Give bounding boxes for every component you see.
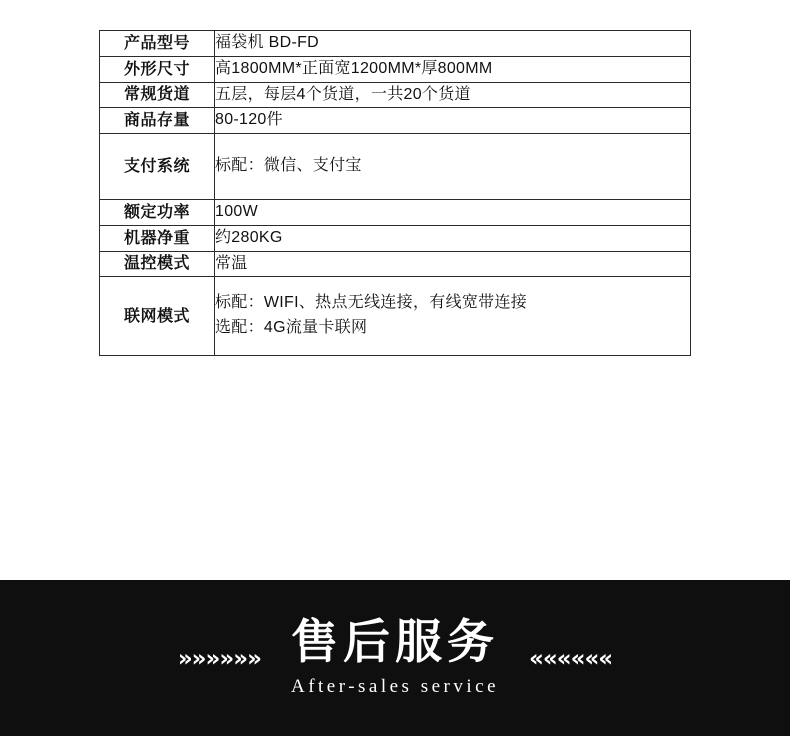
spec-value bbox=[215, 251, 691, 277]
spec-label: 联网模式 bbox=[100, 277, 215, 356]
spec-value-line: 标配：WIFI、热点无线连接，有线宽带连接 bbox=[215, 294, 528, 312]
table-row bbox=[100, 277, 691, 356]
spec-value bbox=[215, 199, 691, 225]
specification-table bbox=[99, 30, 691, 356]
chevrons-right-icon: »»»»»» bbox=[177, 645, 261, 672]
spec-value-line: 福袋机 BD-FD bbox=[215, 34, 320, 51]
spec-value bbox=[215, 277, 691, 356]
spec-label: 常规货道 bbox=[100, 82, 215, 108]
spec-value bbox=[215, 108, 691, 134]
specification-table-body bbox=[100, 31, 691, 356]
spec-label: 商品存量 bbox=[100, 108, 215, 134]
spec-value-line: 五层，每层4个货道，一共20个货道 bbox=[215, 85, 471, 103]
spec-label: 产品型号 bbox=[100, 31, 215, 57]
after-sales-banner bbox=[0, 580, 790, 736]
spec-table-container bbox=[99, 30, 691, 356]
after-sales-banner-inner bbox=[0, 580, 790, 736]
spec-label: 温控模式 bbox=[100, 251, 215, 277]
spec-value bbox=[215, 225, 691, 251]
section-gap bbox=[0, 552, 790, 580]
table-row bbox=[100, 108, 691, 134]
table-row bbox=[100, 251, 691, 277]
spec-value-line: 标配：微信、支付宝 bbox=[215, 157, 362, 175]
spec-value-line: 100W bbox=[215, 202, 258, 220]
spec-value bbox=[215, 134, 691, 200]
table-row bbox=[100, 199, 691, 225]
table-row bbox=[100, 82, 691, 108]
spec-value-line: 约280KG bbox=[215, 228, 283, 246]
spec-value-line: 高1800MM*正面宽1200MM*厚800MM bbox=[215, 59, 493, 77]
after-sales-banner-text bbox=[285, 614, 505, 698]
chevrons-left-icon: «««««« bbox=[529, 645, 613, 672]
spec-value bbox=[215, 56, 691, 82]
table-row bbox=[100, 134, 691, 200]
table-row bbox=[100, 56, 691, 82]
table-row bbox=[100, 225, 691, 251]
banner-title: 售后服务 bbox=[291, 614, 499, 670]
banner-subtitle: After-sales service bbox=[290, 676, 500, 698]
table-row bbox=[100, 31, 691, 57]
spec-value-line: 80-120件 bbox=[215, 111, 283, 129]
spec-value bbox=[215, 82, 691, 108]
spec-value-line: 常温 bbox=[215, 254, 248, 272]
spec-label: 机器净重 bbox=[100, 225, 215, 251]
spec-label: 外形尺寸 bbox=[100, 56, 215, 82]
spec-label: 支付系统 bbox=[100, 134, 215, 200]
spec-value-line: 选配：4G流量卡联网 bbox=[215, 319, 368, 337]
spec-value bbox=[215, 31, 691, 57]
spec-label: 额定功率 bbox=[100, 199, 215, 225]
